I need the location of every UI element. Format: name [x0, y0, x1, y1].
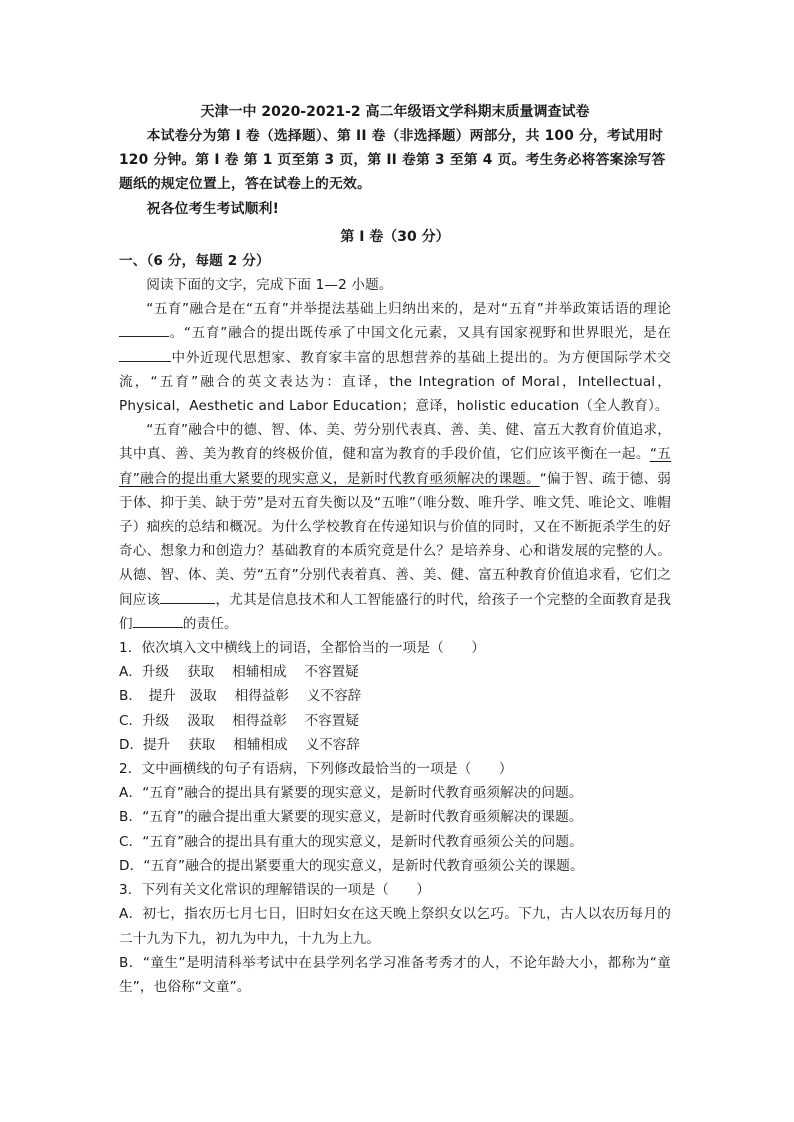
- option-b: B． 提升 汲取 相得益彰 义不容辞: [119, 688, 362, 705]
- passage-text: “偏于智、疏于德、弱于体、抑于美、缺于劳”是对五育失衡以及“五唯”（唯分数、唯升学、唯文凭、唯论文、唯帽子）痼疾的总结和概况。为什么学校教育在传递知识与价值的同时，又在不断扼杀学生的好奇心、想象力和创造力？基础教育的本质究竟是什么？是培养身、心和谐发展的完整的人。从德、智、体、美、劳“五育”分别代表着真、善、美、健、富五种教育价值追求看，它们之间应该: [119, 470, 671, 608]
- part-one-heading: 第 I 卷（30 分）: [340, 228, 450, 245]
- option-a: A．“五育”融合的提出具有紧要的现实意义，是新时代教育亟须解决的问题。: [119, 785, 583, 802]
- exam-instructions: 本试卷分为第 I 卷（选择题）、第 II 卷（非选择题）两部分，共 100 分，考试用时 120 分钟。第 I 卷 第 1 页至第 3 页，第 II 卷第 3 至第 4 页。考生务必将答案涂写答题纸的规定位置上，答在试卷上的无效。: [119, 128, 666, 193]
- option-c: C．升级 汲取 相得益彰 不容置疑: [119, 712, 359, 729]
- reading-instruction: 阅读下面的文字，完成下面 1—2 小题。: [146, 277, 393, 294]
- option-d: D．“五育”融合的提出紧要重大的现实意义，是新时代教育亟须公关的课题。: [119, 857, 584, 874]
- question-stem: 1．依次填入文中横线上的词语，全都恰当的一项是（ ）: [119, 640, 486, 657]
- question-2: [119, 757, 671, 878]
- fill-blank-2: [119, 360, 171, 362]
- option-b: B．“五育”的融合提出重大紧要的现实意义，是新时代教育亟须解决的课题。: [119, 809, 583, 826]
- fill-blank-1: [119, 335, 169, 337]
- option-b: B．“童生”是明清科举考试中在县学列名学习准备考秀才的人，不论年龄大小，都称为“童生”，也俗称“文童”。: [119, 954, 671, 995]
- fill-blank-3: [160, 602, 215, 604]
- underlined-sentence: “五育”融合的提出重大紧要的现实意义，是新时代教育亟须解决的课题。: [119, 446, 672, 487]
- option-c: C．“五育”融合的提出具有重大的现实意义，是新时代教育亟须公关的问题。: [119, 833, 583, 850]
- question-stem: 3．下列有关文化常识的理解错误的一项是（ ）: [119, 882, 431, 899]
- exam-page: [119, 100, 671, 999]
- option-a: A．升级 获取 相辅相成 不容置疑: [119, 664, 359, 681]
- passage-text: 。“五育”融合的提出既传承了中国文化元素，又具有国家视野和世界眼光，是在: [169, 325, 671, 342]
- question-1: [119, 636, 671, 757]
- section-one-heading: 一、（6 分，每题 2 分）: [119, 252, 270, 269]
- passage-text: 中外近现代思想家、教育家丰富的思想营养的基础上提出的。为方便国际学术交流，“五育”融合的英文表达为：直译，the Integration of Moral，Intellectual，Physical，Aesthetic and Labor Education；意译，holistic education（全人教育）。: [119, 349, 671, 415]
- passage-text: “五育”融合中的德、智、体、美、劳分别代表真、善、美、健、富五大教育价值追求，其中真、善、美为教育的终极价值，健和富为教育的手段价值，它们应该平衡在一起。: [119, 422, 671, 463]
- good-luck-wish: 祝各位考生考试顺利!: [146, 200, 280, 217]
- passage-paragraph-1: [119, 297, 671, 418]
- exam-title: 天津一中 2020-2021-2 高二年级语文学科期末质量调查试卷: [200, 104, 590, 120]
- option-d: D．提升 获取 相辅相成 义不容辞: [119, 736, 360, 753]
- question-3: [119, 878, 671, 999]
- passage-paragraph-2: [119, 418, 671, 636]
- option-a: A．初七，指农历七月七日，旧时妇女在这天晚上祭织女以乞巧。下九，古人以农历每月的二十九为下九，初九为中九，十九为上九。: [119, 906, 671, 947]
- passage-text: 的责任。: [182, 615, 238, 632]
- passage-text: “五育”融合是在“五育”并举提法基础上归纳出来的，是对“五育”并举政策话语的理论: [146, 301, 671, 318]
- fill-blank-4: [133, 626, 183, 628]
- question-stem: 2．文中画横线的句子有语病，下列修改最恰当的一项是（ ）: [119, 761, 513, 778]
- passage-text: ，尤其是信息技术和人工智能盛行的时代，给孩子一个完整的全面教育是我们: [119, 591, 671, 632]
